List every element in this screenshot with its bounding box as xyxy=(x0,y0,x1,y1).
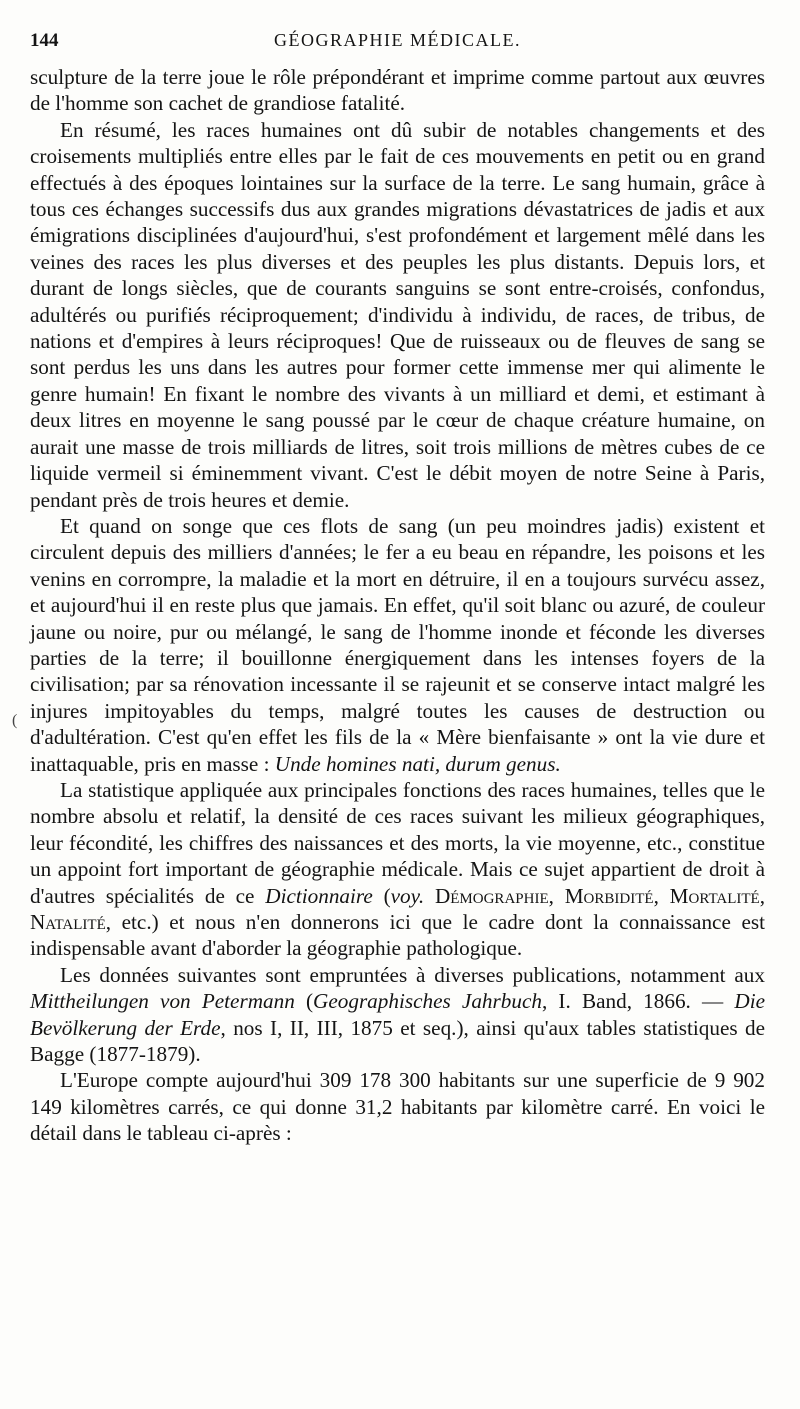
publication-jahrbuch: Geographisches Jahrbuch xyxy=(313,989,542,1014)
paragraph-4-text: La statistique appliquée aux principales fonctions des races humaines, telles que le nombre absolu et relatif, la densité de ces races suivant les milieux géographiques, leur fécondité, les chiffres des naissances et des morts, la vie moyenne, etc., constitue un appoint fort important de géographie médicale. Mais ce sujet appartient de droit à d'autres spécialités de ce xyxy=(30,777,765,908)
page xyxy=(30,30,765,1147)
publication-petermann: Mittheilungen von Petermann xyxy=(30,989,295,1014)
crossref-natalite: Natalité xyxy=(30,910,106,934)
paragraph-5-mid: , I. Band, 1866. — xyxy=(541,989,735,1014)
paragraph-5 xyxy=(30,962,765,1068)
paragraph-6: L'Europe compte aujourd'hui 309 178 300 habitants sur une superficie de 9 902 149 kilomètres carrés, ce qui donne 31,2 habitants par kilomètre carré. En voici le détail dans le tableau ci-après : xyxy=(30,1068,765,1146)
crossref-demographie: Démographie xyxy=(434,883,549,908)
crossref-morbidite: Morbidité xyxy=(564,883,654,908)
page-header xyxy=(30,30,765,56)
paragraph-4-comma-2: , xyxy=(653,883,670,908)
paragraph-3-text: Et quand on songe que ces flots de sang (un peu moindres jadis) existent et circulent depuis des milliers d'années; le fer a eu beau en répandre, les poisons et les venins en corrompre, la maladie et la mort en détruire, il en a toujours survécu assez, et aujourd'hui il en reste plus que jamais. En effet, qu'il soit blanc ou azuré, de couleur jaune ou noire, pur ou mélangé, le sang de l'homme inonde et féconde les diverses parties de la terre; il bouillonne énergiquement dans les intenses foyers de la civilisation; par sa rénovation incessante il se rajeunit et se conserve intact malgré les injures impitoyables du temps, malgré toutes les causes de destruction ou d'adultération. C'est qu'en effet les fils de la « Mère bienfaisante » ont la vie dure et inattaquable, pris en masse : xyxy=(30,513,765,776)
publication-bevolkerung: Die Bevölkerung der Erde xyxy=(30,989,765,1040)
paragraph-5-paren: ( xyxy=(294,989,314,1014)
paragraph-4 xyxy=(30,777,765,962)
body-text xyxy=(30,64,765,1147)
latin-quote: Unde homines nati, durum genus. xyxy=(274,751,561,776)
paragraph-4-comma-3: , xyxy=(759,883,766,908)
paragraph-4-comma-1: , xyxy=(548,883,565,908)
voy-ref: voy. xyxy=(390,883,425,908)
running-title: GÉOGRAPHIE MÉDICALE. xyxy=(274,30,521,50)
paragraph-1: sculpture de la terre joue le rôle prépondérant et imprime comme partout aux œuvres de l'homme son cachet de grandiose fatalité. xyxy=(30,65,765,116)
margin-mark: ( xyxy=(12,712,18,729)
paragraph-5-end: , nos I, II, III, 1875 et seq.), ainsi qu'aux tables statistiques de Bagge (1877-1879). xyxy=(30,1015,765,1067)
paragraph-4-paren: ( xyxy=(372,883,391,908)
paragraph-5-text: Les données suivantes sont empruntées à diverses publications, notamment aux xyxy=(60,962,765,987)
dictionnaire-ref: Dictionnaire xyxy=(265,883,373,908)
paragraph-3 xyxy=(30,513,765,777)
paragraph-2: En résumé, les races humaines ont dû subir de notables changements et des croisements multipliés entre elles par le fait de ces mouvements en petit ou en grand effectués à des époques lointaines sur la surface de la terre. Le sang humain, grâce à tous ces échanges successifs dus aux grandes migrations dévastatrices de jadis et aux émigrations disciplinées d'aujourd'hui, s'est profondément et largement mêlé dans les veines des races les plus diverses et des peuples les plus distants. Depuis lors, et durant de longs siècles, que de courants sanguins se sont entre-croisés, confondus, adultérés ou purifiés réciproquement; d'individu à individu, de races, de tribus, de nations et d'empires à leurs réciproques! Que de ruisseaux ou de fleuves de sang se sont perdus les uns dans les autres pour former cette immense mer qui alimente le genre humain! En fixant le nombre des vivants à un milliard et demi, et estimant à deux litres en moyenne le sang poussé par le cœur de chaque créature humaine, on aurait une masse de trois milliards de litres, soit trois millions de mètres cubes de ce liquide vermeil si éminemment vivant. C'est le débit moyen de notre Seine à Paris, pendant près de trois heures et demie. xyxy=(30,117,765,512)
crossref-mortalite: Mortalité xyxy=(669,883,760,908)
paragraph-4-space xyxy=(424,884,435,908)
page-number: 144 xyxy=(30,30,59,51)
paragraph-4-end: , etc.) et nous n'en donnerons ici que le cadre dont la connaissance est indispensable avant d'aborder la géographie pathologique. xyxy=(30,910,765,961)
